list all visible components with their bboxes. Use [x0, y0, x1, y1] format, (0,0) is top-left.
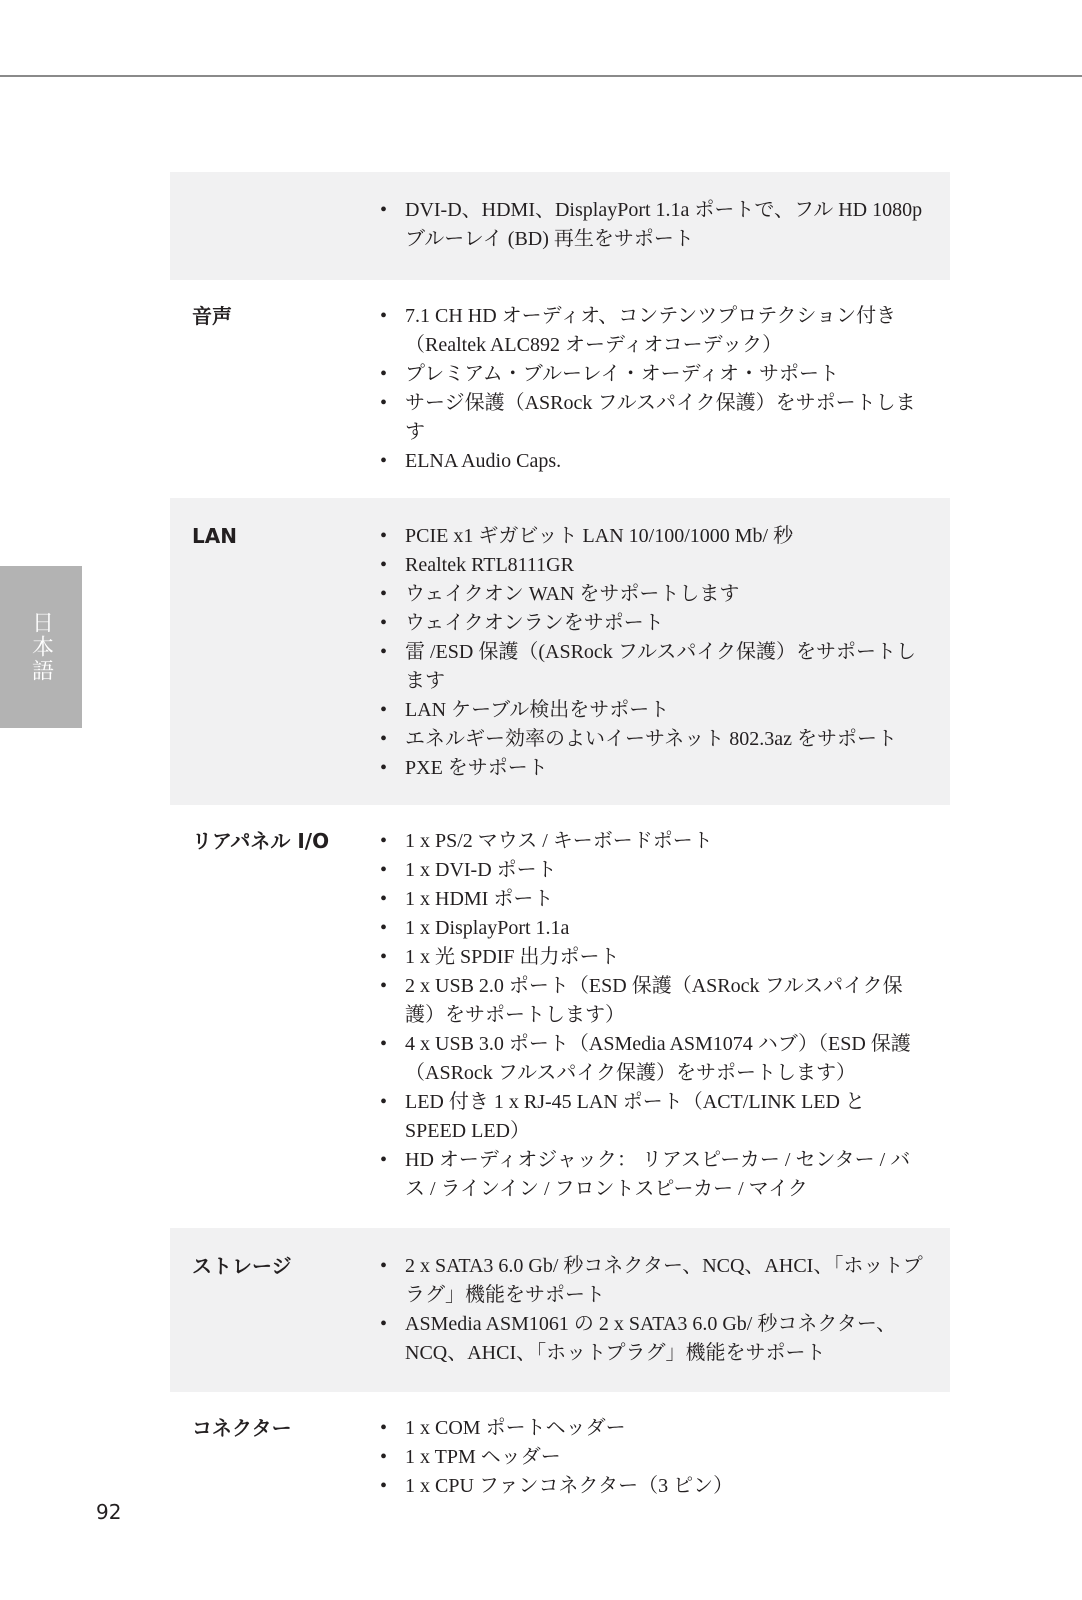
- spec-item-list: [380, 302, 930, 476]
- spec-row-connectors: [170, 1392, 950, 1521]
- spec-row-lan: [170, 498, 950, 805]
- spec-item: • 4 x USB 3.0 ポート（ASMedia ASM1074 ハブ）（ESD 保護（ASRock フルスパイク保護）をサポートします）: [380, 1030, 930, 1088]
- spec-row-rear-panel-io: [170, 805, 950, 1228]
- spec-item: • 1 x PS/2 マウス / キーボードポート: [380, 827, 930, 856]
- spec-item: • Realtek RTL8111GR: [380, 551, 930, 580]
- spec-item: • 2 x SATA3 6.0 Gb/ 秒コネクター、NCQ、AHCI、「ホットプラグ」機能をサポート: [380, 1252, 930, 1310]
- spec-row-label: 音声: [192, 304, 232, 328]
- spec-table: [170, 172, 950, 1521]
- spec-row-graphics-continued: [170, 172, 950, 280]
- spec-row-label: LAN: [192, 524, 237, 548]
- spec-item: • 1 x HDMI ポート: [380, 885, 930, 914]
- spec-item: • プレミアム・ブルーレイ・オーディオ・サポート: [380, 360, 930, 389]
- spec-item: • 2 x USB 2.0 ポート（ESD 保護（ASRock フルスパイク保護）をサポートします）: [380, 972, 930, 1030]
- language-side-tab: [0, 566, 82, 728]
- spec-item: • PCIE x1 ギガビット LAN 10/100/1000 Mb/ 秒: [380, 522, 930, 551]
- spec-item-list: [380, 1414, 930, 1501]
- spec-item: • PXE をサポート: [380, 754, 930, 783]
- spec-row-storage: [170, 1228, 950, 1392]
- spec-item: • 1 x DisplayPort 1.1a: [380, 914, 930, 943]
- spec-item-list: [380, 827, 930, 1204]
- spec-item: • エネルギー効率のよいイーサネット 802.3az をサポート: [380, 725, 930, 754]
- spec-item: • ウェイクオン WAN をサポートします: [380, 580, 930, 609]
- spec-item: • ASMedia ASM1061 の 2 x SATA3 6.0 Gb/ 秒コネクター、NCQ、AHCI、「ホットプラグ」機能をサポート: [380, 1310, 930, 1368]
- spec-item: • ウェイクオンランをサポート: [380, 609, 930, 638]
- spec-item: • LED 付き 1 x RJ-45 LAN ポート（ACT/LINK LED と SPEED LED）: [380, 1088, 930, 1146]
- spec-row-label: リアパネル I/O: [192, 829, 330, 853]
- page-number: 92: [96, 1500, 122, 1524]
- spec-item: • 7.1 CH HD オーディオ、コンテンツプロテクション付き（Realtek ALC892 オーディオコーデック）: [380, 302, 930, 360]
- spec-item: • 雷 /ESD 保護（(ASRock フルスパイク保護）をサポートします: [380, 638, 930, 696]
- spec-row-label: コネクター: [192, 1416, 292, 1440]
- spec-row-audio: [170, 280, 950, 498]
- spec-item: • 1 x COM ポートヘッダー: [380, 1414, 930, 1443]
- spec-item: • DVI-D、HDMI、DisplayPort 1.1a ポートで、フル HD 1080p ブルーレイ (BD) 再生をサポート: [380, 196, 930, 254]
- spec-item-list: [380, 196, 930, 254]
- spec-item: • 1 x CPU ファンコネクター（3 ピン）: [380, 1472, 930, 1501]
- spec-item: • 1 x TPM ヘッダー: [380, 1443, 930, 1472]
- spec-row-label: ストレージ: [192, 1254, 292, 1278]
- spec-item-list: [380, 522, 930, 783]
- spec-item-list: [380, 1252, 930, 1368]
- language-tab-label: 日本語: [28, 611, 54, 683]
- spec-item: • ELNA Audio Caps.: [380, 447, 930, 476]
- spec-item: • 1 x DVI-D ポート: [380, 856, 930, 885]
- spec-row-label: [170, 196, 380, 254]
- spec-item: • LAN ケーブル検出をサポート: [380, 696, 930, 725]
- spec-item: • サージ保護（ASRock フルスパイク保護）をサポートします: [380, 389, 930, 447]
- header-rule: [0, 75, 1082, 77]
- spec-item: • 1 x 光 SPDIF 出力ポート: [380, 943, 930, 972]
- spec-item: • HD オーディオジャック： リアスピーカー / センター / バス / ラインイン / フロントスピーカー / マイク: [380, 1146, 930, 1204]
